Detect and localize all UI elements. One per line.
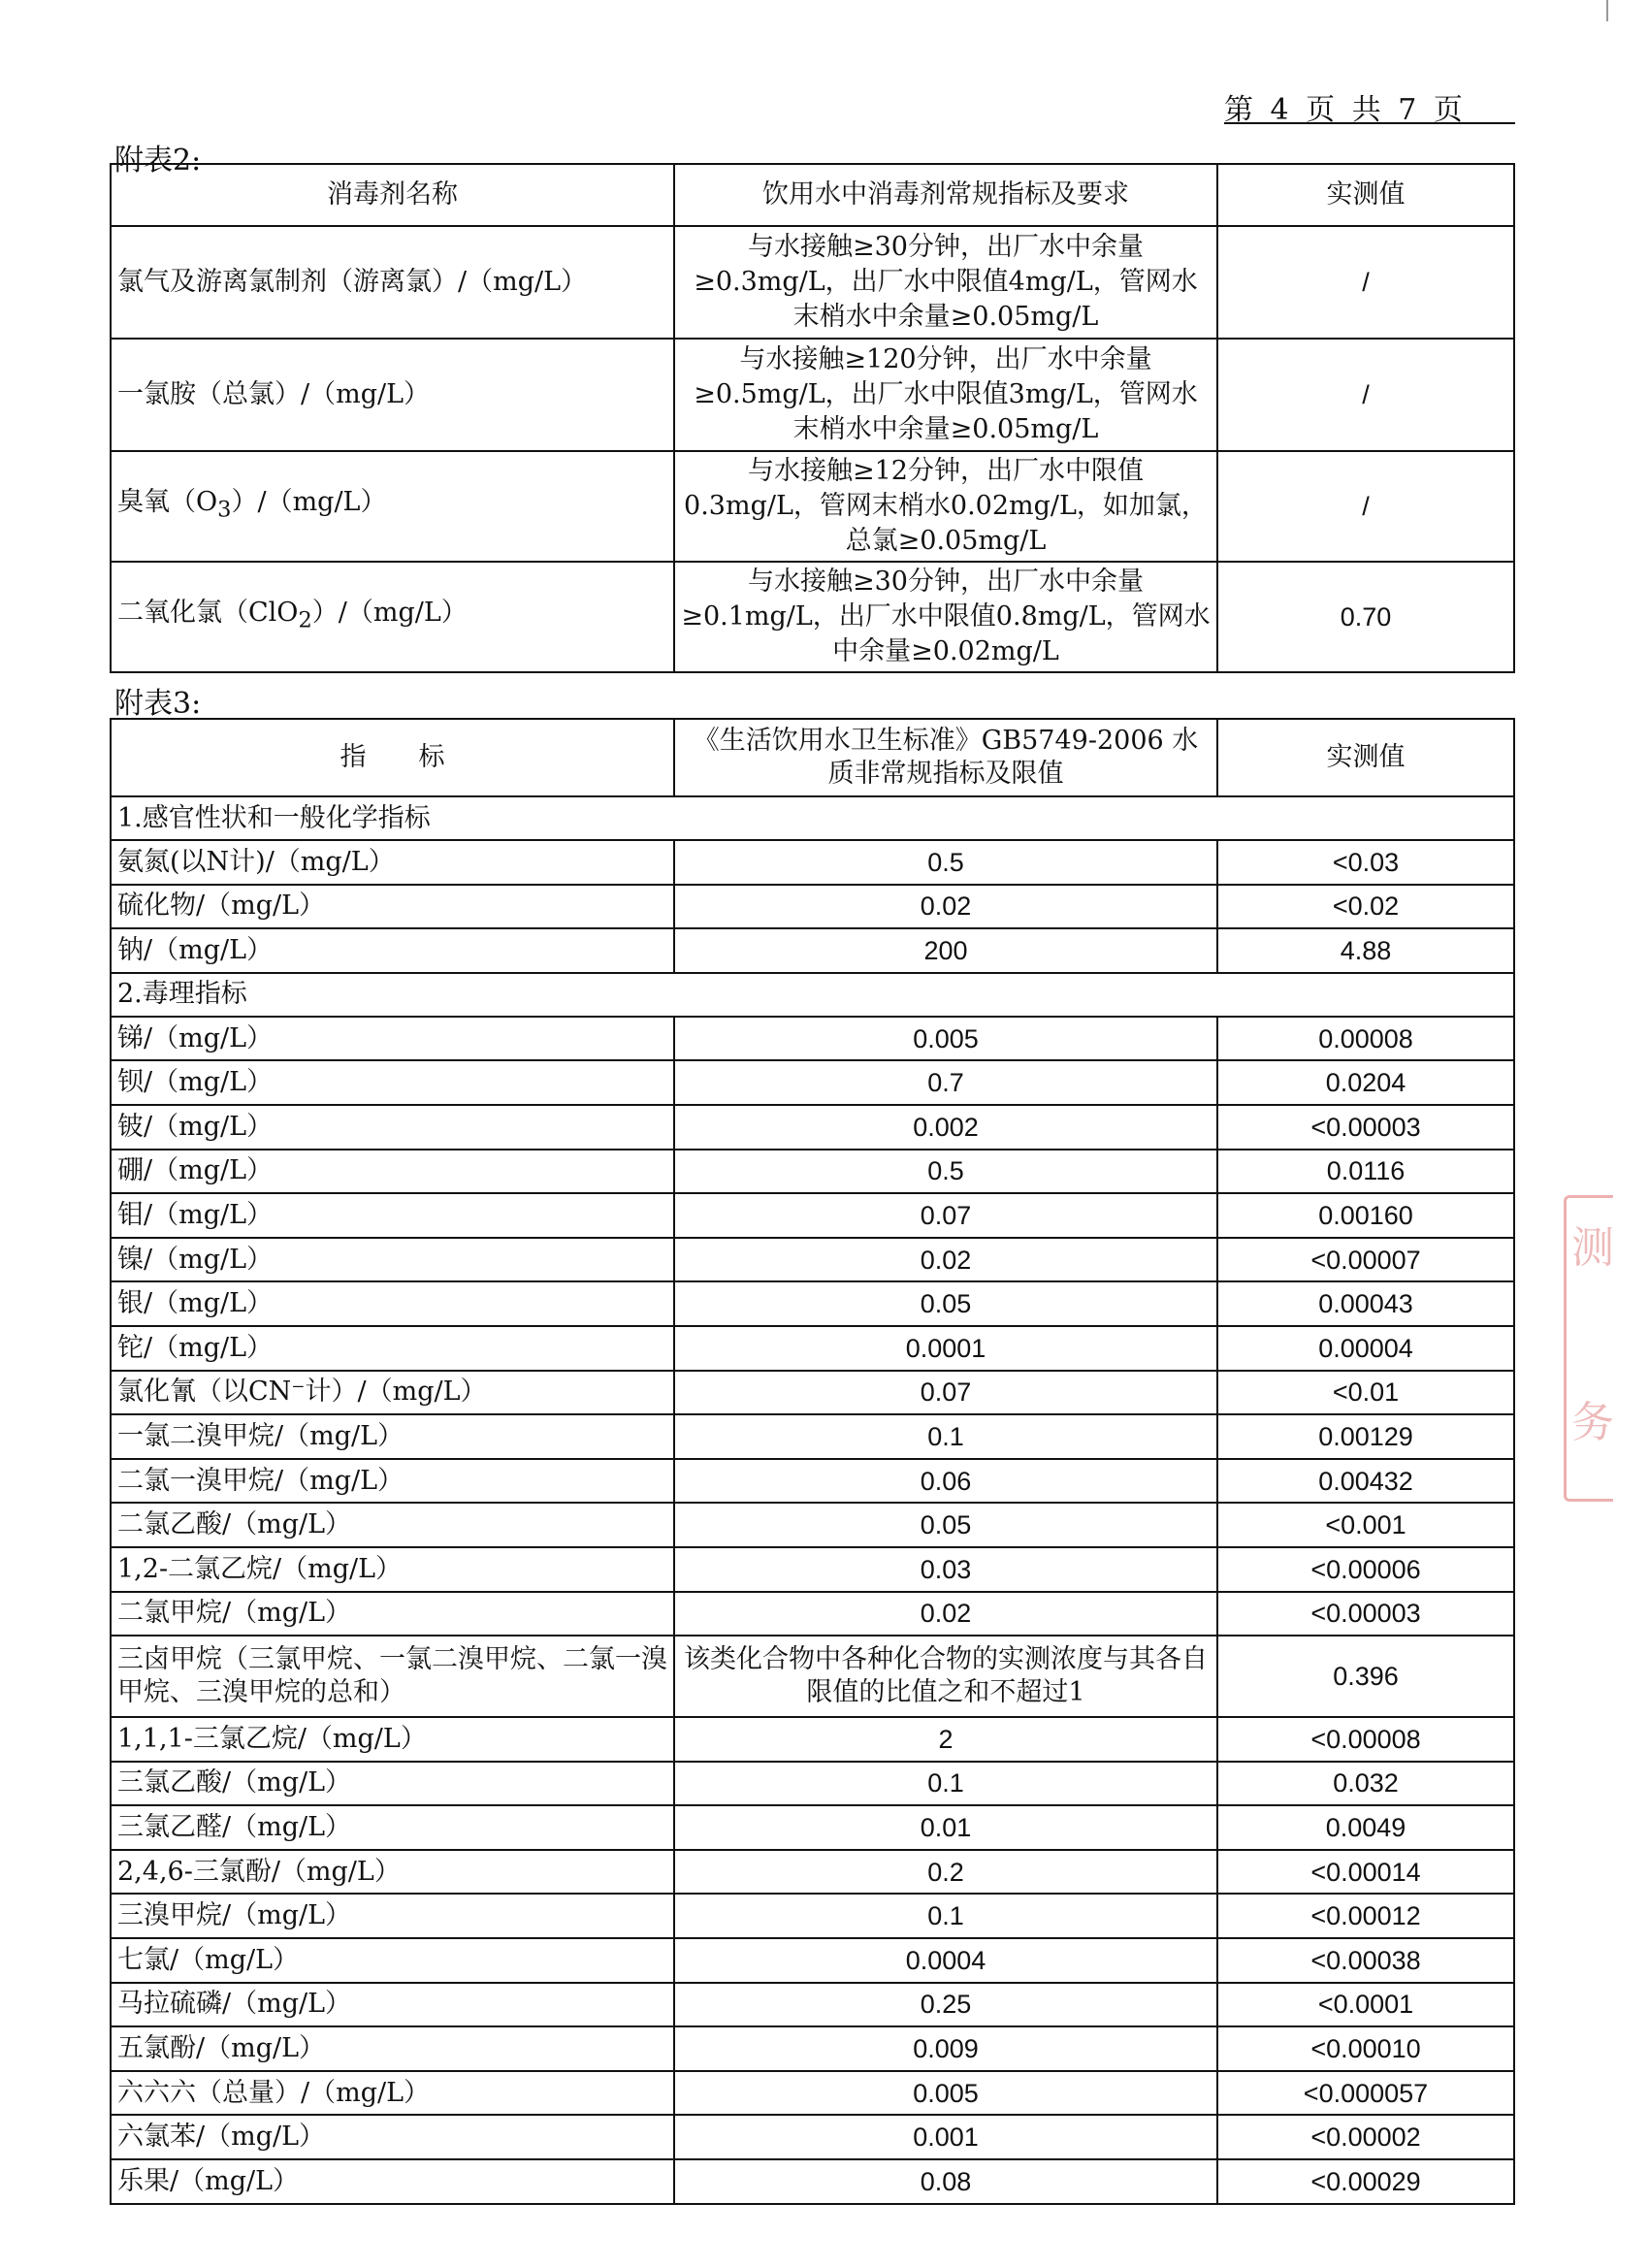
name-part: 臭氧（O: [117, 487, 218, 518]
limit-value: 0.002: [674, 1105, 1217, 1150]
indicator-name: 三氯乙酸/（mg/L）: [111, 1762, 674, 1806]
requirement-text: 与水接触≥12分钟，出厂水中限值0.3mg/L，管网末梢水0.02mg/L，如加氯，总氯≥0.05mg/L: [674, 451, 1217, 562]
table2-header-row: [111, 164, 1514, 226]
indicator-name: 银/（mg/L）: [111, 1281, 674, 1326]
table-row: [111, 1371, 1514, 1415]
table-row: [111, 562, 1514, 672]
indicator-name: 马拉硫磷/（mg/L）: [111, 1983, 674, 2027]
table-row: [111, 2159, 1514, 2204]
table-row: [111, 2115, 1514, 2159]
measured-value: <0.00002: [1217, 2115, 1514, 2159]
limit-value: 2: [674, 1717, 1217, 1762]
subscript: 3: [217, 497, 232, 523]
indicator-name: 锑/（mg/L）: [111, 1017, 674, 1061]
measured-value: <0.000057: [1217, 2071, 1514, 2116]
indicator-name: 六六六（总量）/（mg/L）: [111, 2071, 674, 2116]
section-row: [111, 796, 1514, 840]
indicator-name: 钡/（mg/L）: [111, 1060, 674, 1105]
table3-header-row: [111, 719, 1514, 796]
measured-value: 0.396: [1217, 1636, 1514, 1717]
table-row: [111, 1060, 1514, 1105]
table-row: [111, 1105, 1514, 1150]
header-indicator: 指 标: [111, 719, 674, 796]
measured-value: <0.001: [1217, 1503, 1514, 1547]
indicator-name: 镍/（mg/L）: [111, 1238, 674, 1282]
limit-value: 0.0001: [674, 1326, 1217, 1371]
indicator-name: 二氯乙酸/（mg/L）: [111, 1503, 674, 1547]
name-part: ）/（mg/L）: [231, 487, 387, 518]
indicator-name: 一氯二溴甲烷/（mg/L）: [111, 1414, 674, 1459]
measured-value: <0.00003: [1217, 1105, 1514, 1150]
limit-value: 0.1: [674, 1414, 1217, 1459]
table3-label: 附表3:: [114, 687, 202, 721]
table-row: [111, 2071, 1514, 2116]
measured-value: <0.00003: [1217, 1592, 1514, 1636]
indicator-name: 硼/（mg/L）: [111, 1150, 674, 1194]
table-row: [111, 1238, 1514, 1282]
table-row: [111, 840, 1514, 885]
header-disinfectant-name: 消毒剂名称: [111, 164, 674, 226]
limit-value: 0.07: [674, 1193, 1217, 1238]
limit-value: 0.02: [674, 1238, 1217, 1282]
indicator-name: 氯化氰（以CN⁻计）/（mg/L）: [111, 1371, 674, 1415]
measured-value: <0.00038: [1217, 1938, 1514, 1983]
measured-value: 0.0204: [1217, 1060, 1514, 1105]
measured-value: <0.00014: [1217, 1850, 1514, 1895]
limit-value: 0.001: [674, 2115, 1217, 2159]
disinfectant-name: 一氯胺（总氯）/（mg/L）: [111, 339, 674, 451]
measured-value: <0.00008: [1217, 1717, 1514, 1762]
limit-value: 0.5: [674, 840, 1217, 885]
section-title: 2.毒理指标: [111, 973, 1514, 1017]
measured-value: 4.88: [1217, 928, 1514, 973]
measured-value: 0.00004: [1217, 1326, 1514, 1371]
limit-value: 0.1: [674, 1894, 1217, 1938]
measured-value: <0.02: [1217, 885, 1514, 929]
limit-value: 0.005: [674, 2071, 1217, 2116]
table-row: [111, 1894, 1514, 1938]
name-part: ）/（mg/L）: [311, 598, 468, 629]
indicator-name: 1,1,1-三氯乙烷/（mg/L）: [111, 1717, 674, 1762]
table-row: [111, 2026, 1514, 2071]
disinfectant-name: [111, 451, 674, 562]
table-row: [111, 226, 1514, 339]
indicator-name: 六氯苯/（mg/L）: [111, 2115, 674, 2159]
measured-value: 0.0116: [1217, 1150, 1514, 1194]
measured-value: /: [1217, 226, 1514, 339]
measured-value: <0.0001: [1217, 1983, 1514, 2027]
limit-value: 0.25: [674, 1983, 1217, 2027]
table-row: [111, 451, 1514, 562]
indicator-name: 铊/（mg/L）: [111, 1326, 674, 1371]
disinfectant-name: [111, 562, 674, 672]
limit-value: 0.0004: [674, 1938, 1217, 1983]
indicator-name: 氨氮(以N计)/（mg/L）: [111, 840, 674, 885]
table-row: [111, 928, 1514, 973]
measured-value: <0.00029: [1217, 2159, 1514, 2204]
table-row: [111, 1717, 1514, 1762]
table-row: [111, 1547, 1514, 1592]
table-row: [111, 1193, 1514, 1238]
header-requirements: 饮用水中消毒剂常规指标及要求: [674, 164, 1217, 226]
name-part: 二氧化氯（ClO: [117, 598, 299, 629]
limit-value: 0.08: [674, 2159, 1217, 2204]
limit-value: 0.01: [674, 1805, 1217, 1850]
limit-value: 该类化合物中各种化合物的实测浓度与其各自限值的比值之和不超过1: [674, 1636, 1217, 1717]
indicator-name: 乐果/（mg/L）: [111, 2159, 674, 2204]
scan-edge-mark: [1606, 0, 1608, 21]
subscript: 2: [298, 607, 312, 633]
indicator-name: 七氯/（mg/L）: [111, 1938, 674, 1983]
table-row: [111, 1636, 1514, 1717]
requirement-text: 与水接触≥30分钟，出厂水中余量≥0.1mg/L，出厂水中限值0.8mg/L，管网水中余量≥0.02mg/L: [674, 562, 1217, 672]
requirement-text: 与水接触≥30分钟，出厂水中余量≥0.3mg/L，出厂水中限值4mg/L，管网水末梢水中余量≥0.05mg/L: [674, 226, 1217, 339]
table-row: [111, 1017, 1514, 1061]
section-title: 1.感官性状和一般化学指标: [111, 796, 1514, 840]
section-row: [111, 973, 1514, 1017]
indicator-name: 二氯甲烷/（mg/L）: [111, 1592, 674, 1636]
header-rule: [1224, 122, 1515, 124]
measured-value: 0.00008: [1217, 1017, 1514, 1061]
table-row: [111, 1503, 1514, 1547]
limit-value: 0.7: [674, 1060, 1217, 1105]
limit-value: 0.2: [674, 1850, 1217, 1895]
measured-value: <0.03: [1217, 840, 1514, 885]
indicator-name: 1,2-二氯乙烷/（mg/L）: [111, 1547, 674, 1592]
measured-value: <0.00007: [1217, 1238, 1514, 1282]
indicator-name: 三卤甲烷（三氯甲烷、一氯二溴甲烷、二氯一溴甲烷、三溴甲烷的总和）: [111, 1636, 674, 1717]
measured-value: /: [1217, 451, 1514, 562]
limit-value: 0.03: [674, 1547, 1217, 1592]
table-row: [111, 1592, 1514, 1636]
header-measured: 实测值: [1217, 164, 1514, 226]
table-row: [111, 1850, 1514, 1895]
seal-glyph: 务: [1571, 1398, 1614, 1447]
table-row: [111, 1414, 1514, 1459]
non-routine-indicator-table: [110, 718, 1515, 2205]
table3-body: [111, 796, 1514, 2204]
indicator-name: 二氯一溴甲烷/（mg/L）: [111, 1459, 674, 1504]
measured-value: /: [1217, 339, 1514, 451]
header-measured: 实测值: [1217, 719, 1514, 796]
table-row: [111, 339, 1514, 451]
table-row: [111, 1326, 1514, 1371]
limit-value: 0.02: [674, 885, 1217, 929]
measured-value: 0.00043: [1217, 1281, 1514, 1326]
limit-value: 0.009: [674, 2026, 1217, 2071]
limit-value: 0.07: [674, 1371, 1217, 1415]
indicator-name: 钼/（mg/L）: [111, 1193, 674, 1238]
measured-value: <0.00006: [1217, 1547, 1514, 1592]
table2-label: 附表2:: [114, 144, 202, 178]
measured-value: 0.00129: [1217, 1414, 1514, 1459]
table-row: [111, 1805, 1514, 1850]
limit-value: 0.02: [674, 1592, 1217, 1636]
table-row: [111, 885, 1514, 929]
indicator-name: 三溴甲烷/（mg/L）: [111, 1894, 674, 1938]
limit-value: 0.5: [674, 1150, 1217, 1194]
measured-value: <0.00010: [1217, 2026, 1514, 2071]
table-row: [111, 1150, 1514, 1194]
limit-value: 0.1: [674, 1762, 1217, 1806]
indicator-name: 三氯乙醛/（mg/L）: [111, 1805, 674, 1850]
measured-value: <0.00012: [1217, 1894, 1514, 1938]
measured-value: 0.70: [1217, 562, 1514, 672]
measured-value: 0.0049: [1217, 1805, 1514, 1850]
header-standard: 《生活饮用水卫生标准》GB5749-2006 水质非常规指标及限值: [674, 719, 1217, 796]
table-row: [111, 1459, 1514, 1504]
table-row: [111, 1281, 1514, 1326]
measured-value: <0.01: [1217, 1371, 1514, 1415]
table-row: [111, 1983, 1514, 2027]
page-indicator: 第 4 页 共 7 页: [1224, 93, 1467, 127]
indicator-name: 2,4,6-三氯酚/（mg/L）: [111, 1850, 674, 1895]
indicator-name: 硫化物/（mg/L）: [111, 885, 674, 929]
table-row: [111, 1938, 1514, 1983]
indicator-name: 钠/（mg/L）: [111, 928, 674, 973]
seal-glyph: 测: [1571, 1223, 1614, 1273]
limit-value: 0.005: [674, 1017, 1217, 1061]
limit-value: 0.05: [674, 1503, 1217, 1547]
table-row: [111, 1762, 1514, 1806]
disinfectant-name: 氯气及游离氯制剂（游离氯）/（mg/L）: [111, 226, 674, 339]
indicator-name: 五氯酚/（mg/L）: [111, 2026, 674, 2071]
disinfectant-table: [110, 163, 1515, 673]
measured-value: 0.00432: [1217, 1459, 1514, 1504]
limit-value: 0.05: [674, 1281, 1217, 1326]
measured-value: 0.032: [1217, 1762, 1514, 1806]
measured-value: 0.00160: [1217, 1193, 1514, 1238]
indicator-name: 铍/（mg/L）: [111, 1105, 674, 1150]
requirement-text: 与水接触≥120分钟，出厂水中余量≥0.5mg/L，出厂水中限值3mg/L，管网水末梢水中余量≥0.05mg/L: [674, 339, 1217, 451]
limit-value: 200: [674, 928, 1217, 973]
limit-value: 0.06: [674, 1459, 1217, 1504]
